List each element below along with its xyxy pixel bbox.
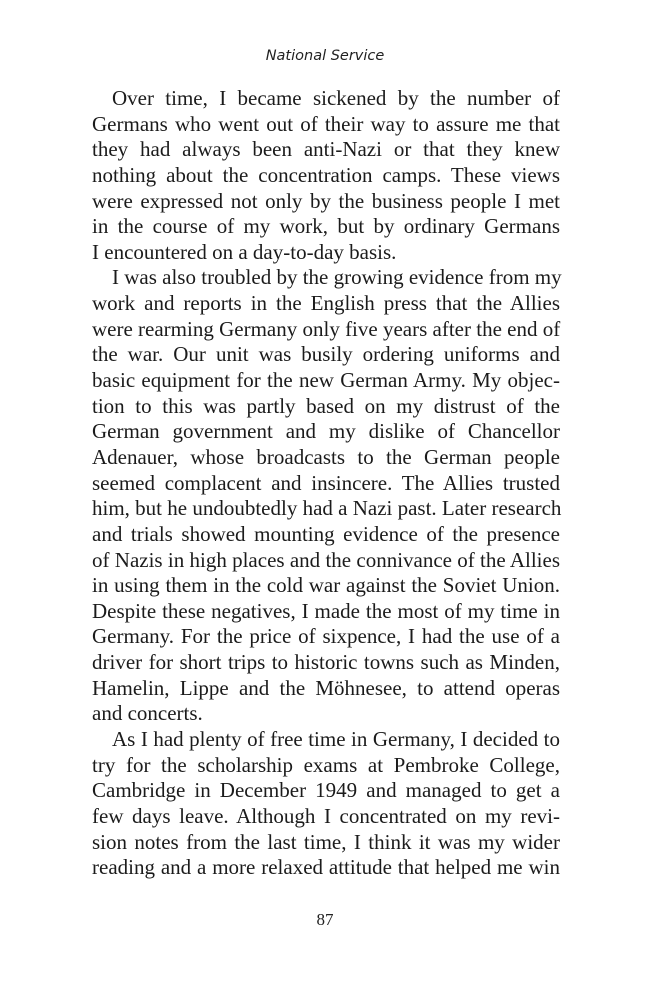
text-line: work and reports in the English press that the Allies: [92, 291, 560, 316]
text-line: sion notes from the last time, I think it was my wider: [92, 829, 560, 854]
text-line: Over time, I became sickened by the number of: [112, 86, 560, 110]
text-line: of Nazis in high places and the connivance of the Allies: [92, 547, 560, 572]
text-line: basic equipment for the new German Army. My objec-: [92, 368, 560, 393]
text-line: driver for short trips to historic towns such as Minden,: [92, 650, 560, 675]
paragraph: [92, 86, 560, 265]
text-line: reading and a more relaxed attitude that helped me win: [92, 855, 560, 880]
paragraph: [92, 265, 560, 727]
text-line: I was also troubled by the growing evidence from my: [112, 265, 562, 290]
text-line: were expressed not only by the business people I met: [92, 188, 560, 213]
text-line: the war. Our unit was busily ordering uniforms and: [92, 342, 560, 367]
text-line: Despite these negatives, I made the most of my time in: [92, 598, 560, 623]
text-line: Hamelin, Lippe and the Möhnesee, to attend operas: [92, 675, 560, 700]
text-line: Germany. For the price of sixpence, I had the use of a: [92, 624, 560, 649]
text-line: tion to this was partly based on my distrust of the: [92, 393, 560, 418]
text-line: seemed complacent and insincere. The Allies trusted: [92, 470, 560, 495]
text-line: him, but he undoubtedly had a Nazi past. Later research: [92, 496, 562, 521]
text-line: Cambridge in December 1949 and managed to get a: [92, 778, 560, 803]
text-line: try for the scholarship exams at Pembroke College,: [92, 752, 560, 777]
body-text: [92, 86, 560, 881]
text-line: I encountered on a day-to-day basis.: [92, 239, 397, 264]
text-line: nothing about the concentration camps. These views: [92, 162, 560, 187]
text-line: were rearming Germany only five years after the end of: [92, 316, 561, 341]
text-line: and trials showed mounting evidence of the presence: [92, 521, 560, 546]
running-head: National Service: [265, 48, 385, 64]
text-line: German government and my dislike of Chancellor: [92, 419, 560, 444]
text-line: they had always been anti-Nazi or that they knew: [92, 137, 560, 162]
text-line: Adenauer, whose broadcasts to the German people: [92, 444, 560, 469]
text-line: As I had plenty of free time in Germany, I decided to: [112, 727, 560, 752]
text-line: and concerts.: [92, 701, 203, 726]
text-line: few days leave. Although I concentrated on my revi-: [92, 803, 560, 828]
text-line: in using them in the cold war against the Soviet Union.: [92, 573, 560, 598]
text-line: Germans who went out of their way to assure me that: [92, 111, 560, 136]
paragraph: [92, 727, 560, 881]
page-number: 87: [316, 910, 334, 929]
text-line: in the course of my work, but by ordinary Germans: [92, 214, 560, 239]
